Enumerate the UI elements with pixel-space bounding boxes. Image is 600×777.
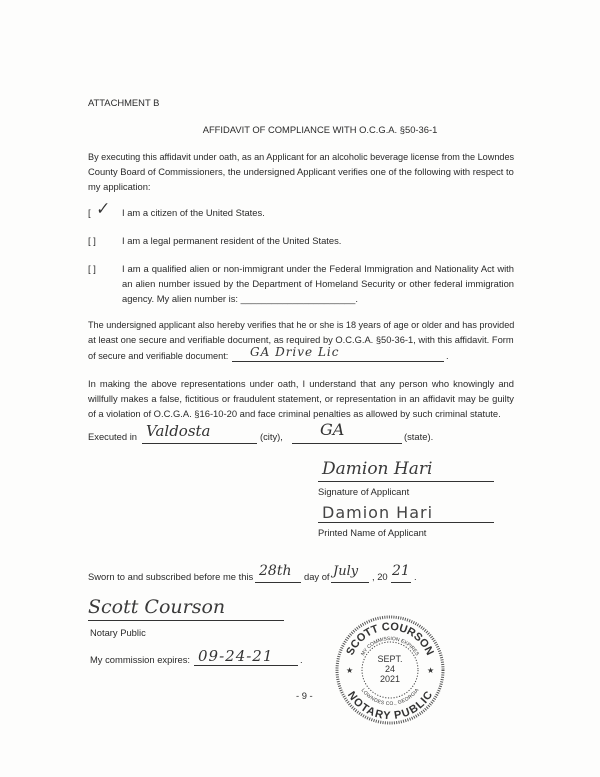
text-line: at least one secure and verifiable document, as required by O.C.G.A. §50-36-1, with this affidavit. Form	[88, 334, 514, 345]
option-text: agency. My alien number is: ______________________.	[122, 293, 358, 304]
text-line: In making the above representations under oath, I understand that any person who knowingly and	[88, 378, 514, 389]
city-field-value[interactable]: Valdosta	[146, 422, 211, 440]
city-label: (city),	[260, 431, 283, 442]
commission-label: My commission expires:	[90, 654, 191, 665]
option-text: an alien number issued by the Department of Homeland Security or other federal immigration	[122, 278, 514, 289]
document-field-value[interactable]: GA Drive Lic	[250, 345, 340, 359]
seal-county-text: LOWNDES CO., GEORGIA	[359, 687, 421, 708]
star-icon: ★	[427, 666, 435, 675]
text-line: willfully makes a false, fictitious or fraudulent statement, or representation in an affidavit may be guilty	[88, 393, 514, 404]
sworn-label: Sworn to and subscribed before me this	[88, 571, 254, 582]
option-text: I am a citizen of the United States.	[122, 207, 265, 218]
notary-label: Notary Public	[90, 627, 146, 638]
commission-date-value[interactable]: 09-24-21	[198, 647, 274, 665]
seal-year: 2021	[379, 674, 401, 684]
seal-day: 24	[384, 664, 396, 674]
day-of-label: day of	[304, 571, 330, 582]
seal-title: NOTARY PUBLIC	[344, 689, 436, 723]
printed-name-label: Printed Name of Applicant	[318, 527, 427, 538]
notary-signature: Scott Courson	[88, 596, 226, 618]
seal-name: SCOTT COURSON	[344, 620, 436, 658]
seal-commission-text: MY COMMISSION EXPIRES	[360, 635, 420, 657]
option-text: I am a legal permanent resident of the United States.	[122, 235, 342, 246]
text-line: my application:	[88, 181, 151, 192]
day-field-value[interactable]: 28th	[259, 563, 292, 579]
text-line: of a violation of O.C.G.A. §16-10-20 and face criminal penalties as allowed by such criminal statute.	[88, 408, 501, 419]
year-prefix: , 20	[372, 571, 388, 582]
text-line: County Board of Commissioners, the undersigned Applicant verifies one of the following with respect to	[88, 166, 514, 177]
checkbox-bracket[interactable]: [ ]	[88, 235, 96, 246]
notary-seal	[334, 614, 446, 726]
city-field-line	[142, 443, 257, 444]
state-label: (state).	[404, 431, 434, 442]
seal-month: SEPT.	[377, 654, 403, 664]
executed-label: Executed in	[88, 431, 137, 442]
applicant-signature: Damion Hari	[322, 459, 433, 479]
signature-line	[318, 481, 494, 482]
text-line: By executing this affidavit under oath, as an Applicant for an alcoholic beverage license from the Lowndes	[88, 151, 515, 162]
document-field-line	[232, 361, 444, 362]
day-field-line	[255, 582, 301, 583]
commission-field-line	[194, 665, 298, 666]
year-field-value[interactable]: 21	[392, 563, 410, 579]
month-field-line	[331, 582, 369, 583]
notary-signature-line	[88, 620, 284, 621]
document-title: AFFIDAVIT OF COMPLIANCE WITH O.C.G.A. §50-36-1	[202, 124, 438, 135]
star-icon: ★	[346, 666, 354, 675]
checkmark-icon: ✓	[93, 198, 110, 219]
checkbox-bracket[interactable]: [ ]	[88, 263, 96, 274]
printed-name-line	[318, 522, 494, 523]
signature-label: Signature of Applicant	[318, 486, 410, 497]
state-field-line	[292, 443, 402, 444]
printed-name-value[interactable]: Damion Hari	[322, 503, 434, 522]
checkbox-bracket[interactable]: [	[88, 207, 91, 218]
text-line: of secure and verifiable document:	[88, 350, 229, 361]
month-field-value[interactable]: July	[333, 564, 359, 579]
year-field-line	[391, 582, 411, 583]
text-line: The undersigned applicant also hereby verifies that he or she is 18 years of age or older and has provided	[88, 319, 515, 330]
option-text: I am a qualified alien or non-immigrant under the Federal Immigration and Nationality Act with	[122, 263, 514, 274]
page-number: - 9 -	[296, 690, 313, 701]
attachment-label: ATTACHMENT B	[88, 97, 160, 108]
state-field-value[interactable]: GA	[320, 420, 345, 439]
